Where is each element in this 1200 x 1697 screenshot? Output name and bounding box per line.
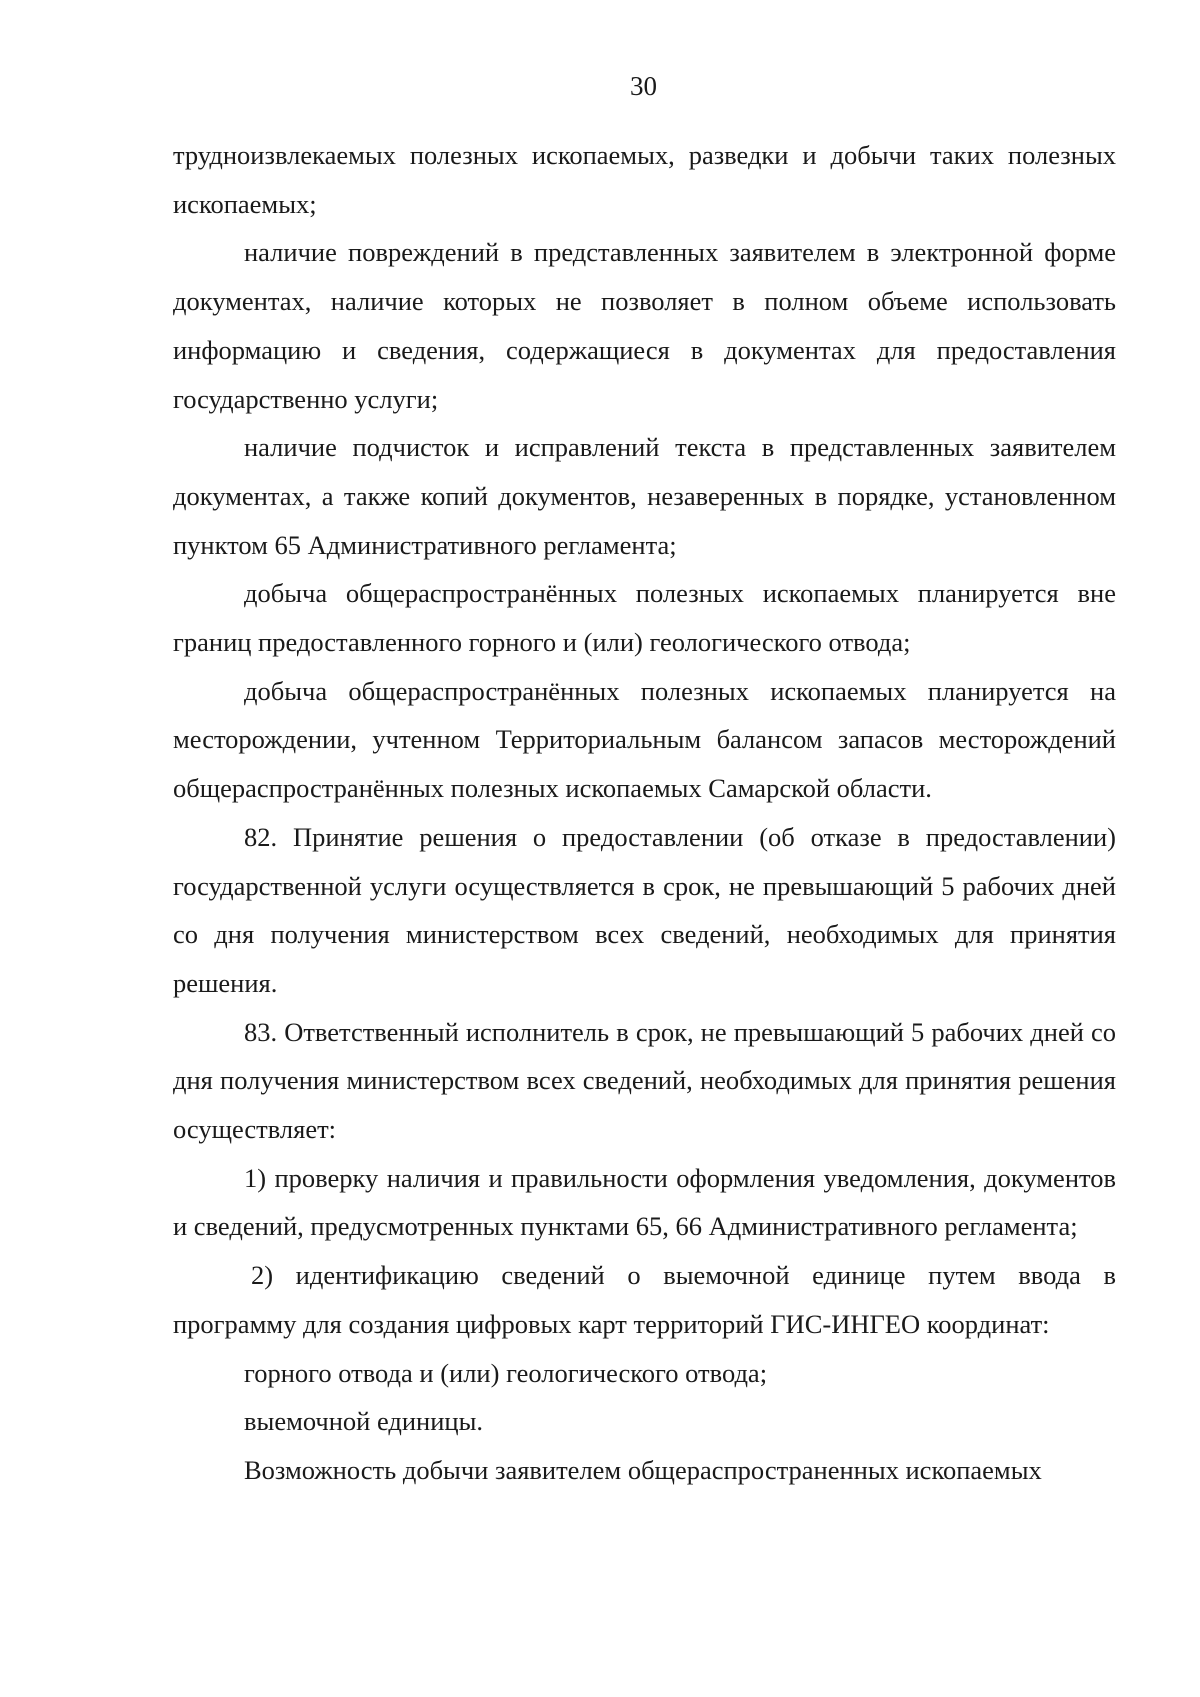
paragraph: горного отвода и (или) геологического отвода; <box>244 1357 768 1388</box>
paragraph: 1) проверку наличия и правильности оформления уведомления, документов и сведений, предусмотренных пунктами 65, 66 Административного регламента; <box>173 1162 1116 1242</box>
paragraph: 82. Принятие решения о предоставлении (об отказе в предоставлении) государственной услуги осуществляется в срок, не превышающий 5 рабочих дней со дня получения министерством всех сведений, необходимых для принятия решения. <box>173 821 1116 998</box>
page-number: 30 <box>630 71 657 101</box>
paragraph: Возможность добычи заявителем общераспространенных ископаемых <box>244 1454 1042 1485</box>
paragraph: 83. Ответственный исполнитель в срок, не превышающий 5 рабочих дней со дня получения министерством всех сведений, необходимых для принятия решения осуществляет: <box>173 1016 1116 1145</box>
paragraph: трудноизвлекаемых полезных ископаемых, разведки и добычи таких полезных ископаемых; <box>173 140 1116 219</box>
paragraph: наличие подчисток и исправлений текста в представленных заявителем документах, а также копий документов, незаверенных в порядке, установленном пунктом 65 Административного регламента; <box>173 432 1116 560</box>
paragraph: 2) идентификацию сведений о выемочной единице путем ввода в программу для создания цифровых карт территорий ГИС-ИНГЕО координат: <box>173 1260 1116 1339</box>
paragraph: наличие повреждений в представленных заявителем в электронной форме документах, наличие которых не позволяет в полном объеме использовать информацию и сведения, содержащиеся в документах для предоставления государственно услуги; <box>173 237 1116 414</box>
paragraph: добыча общераспространённых полезных ископаемых планируется вне границ предоставленного горного и (или) геологического отвода; <box>173 578 1116 658</box>
paragraph: выемочной единицы. <box>244 1406 484 1437</box>
paragraph: добыча общераспространённых полезных ископаемых планируется на месторождении, учтенном Территориальным балансом запасов месторождений общераспространённых полезных ископаемых Самарской области. <box>173 675 1116 804</box>
document-body <box>173 131 1116 1495</box>
